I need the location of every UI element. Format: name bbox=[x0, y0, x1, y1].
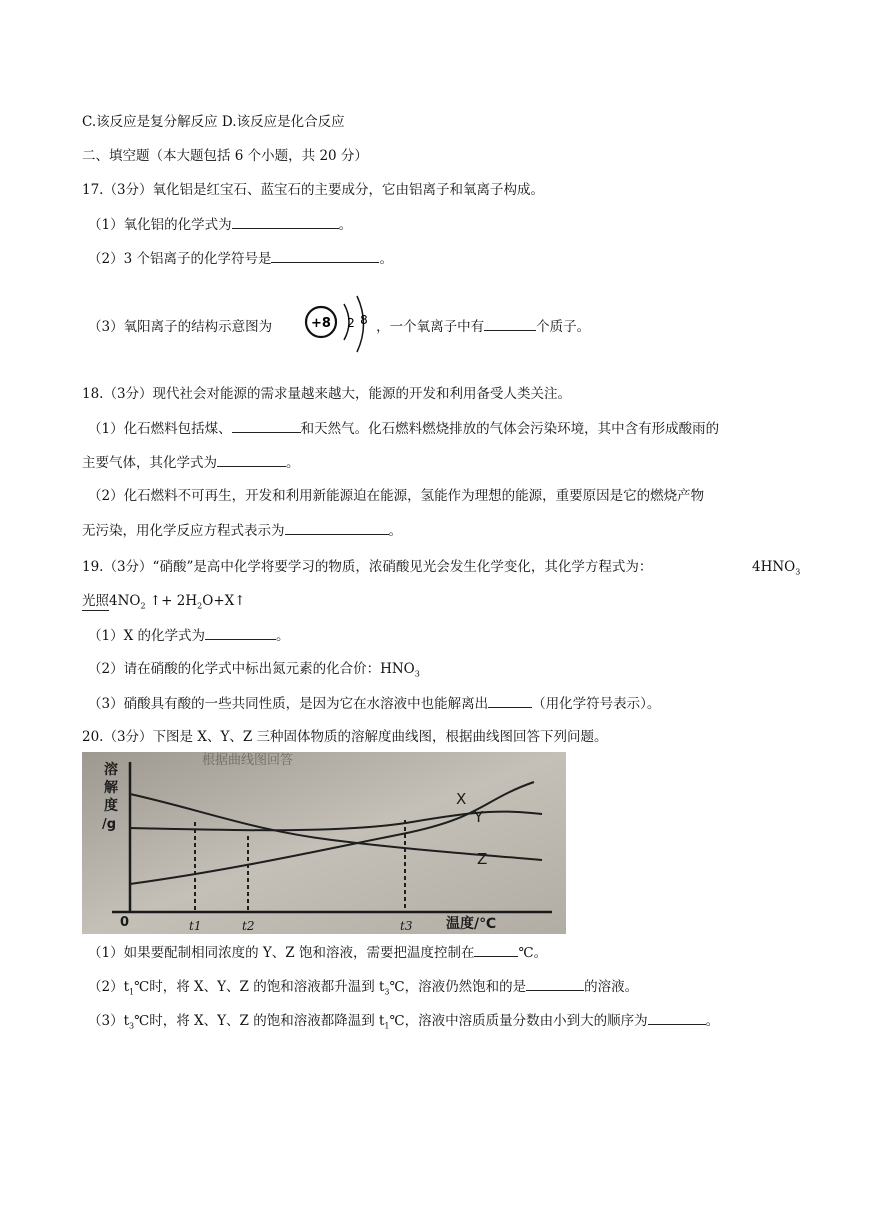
q20-stem: 20.（3分）下图是 X、Y、Z 三种固体物质的溶解度曲线图，根据曲线图回答下列问题。 bbox=[82, 729, 608, 745]
tick-t1: t1 bbox=[189, 919, 202, 933]
ion-structure-diagram bbox=[302, 294, 384, 354]
options-line: C.该反应是复分解反应 D.该反应是化合反应 bbox=[82, 114, 345, 130]
tick-t3: t3 bbox=[400, 919, 413, 933]
q18-part2-cont: 无污染，用化学反应方程式表示为 。 bbox=[82, 520, 402, 541]
q19-part3: （3）硝酸具有酸的一些共同性质，是因为它在水溶液中也能解离出 （用化学符号表示）。 bbox=[88, 693, 660, 714]
q17-part2: （2）3 个铝离子的化学符号是 。 bbox=[88, 248, 393, 269]
solubility-curve-graph bbox=[82, 752, 566, 934]
tick-t2: t2 bbox=[242, 919, 255, 933]
answer-blank[interactable] bbox=[232, 214, 339, 229]
section-heading: 二、填空题（本大题包括 6 个小题，共 20 分） bbox=[82, 148, 368, 164]
q18-part1-cont: 主要气体，其化学式为 。 bbox=[82, 452, 300, 473]
q17-part1: （1）氧化铝的化学式为 。 bbox=[88, 214, 352, 235]
q19-equation: 光照$4NO_2$ ↑+ $2H_2O+X↑$ bbox=[82, 593, 246, 611]
q19-part1: （1）X 的化学式为 。 bbox=[88, 625, 290, 646]
curve-label-x: X bbox=[456, 790, 467, 808]
x-axis-label: 温度/℃ bbox=[446, 916, 497, 932]
q18-part1: （1）化石燃料包括煤、 和天然气。化石燃料燃烧排放的气体会污染环境，其中含有形成酸雨的 bbox=[88, 418, 719, 439]
answer-blank[interactable] bbox=[271, 248, 379, 263]
curve-label-y: Y bbox=[474, 808, 484, 826]
q19-part2: （2）请在硝酸的化学式中标出氮元素的化合价：$HNO_3$ bbox=[88, 661, 420, 679]
q20-part1: （1）如果要配制相同浓度的 Y、Z 饱和溶液，需要把温度控制在 ℃。 bbox=[88, 942, 547, 963]
answer-blank[interactable] bbox=[217, 452, 286, 467]
solubility-curve-photo bbox=[82, 752, 566, 934]
curve-label-z: Z bbox=[477, 850, 488, 868]
answer-blank[interactable] bbox=[488, 693, 532, 708]
q20-part2: $(2)t_1℃$时，将 X、Y、Z 的饱和溶液都升温到 $t_3℃$，溶液仍然饱和的是 的溶液。 bbox=[88, 976, 638, 997]
shell1-electrons: 2 bbox=[347, 316, 355, 330]
q19-stem: 19.（3分）“硝酸”是高中化学将要学习的物质，浓硝酸见光会发生化学变化，其化学方程式为： bbox=[82, 559, 653, 575]
answer-blank[interactable] bbox=[285, 520, 389, 535]
y-axis-label: 度 bbox=[104, 798, 118, 814]
q17-part3: （3）氧阳离子的结构示意图为 ，一个氧离子中有 个质子。 bbox=[88, 316, 590, 337]
background-text: 根据曲线图回答 bbox=[202, 753, 294, 768]
nucleus-charge: +8 bbox=[311, 316, 331, 331]
origin-label: 0 bbox=[120, 915, 130, 930]
answer-blank[interactable] bbox=[232, 418, 301, 433]
answer-blank[interactable] bbox=[474, 942, 518, 957]
q20-part3: $(3)t_3℃$时，将 X、Y、Z 的饱和溶液都降温到 $t_1℃$，溶液中溶质质量分数由小到大的顺序为 。 bbox=[88, 1010, 719, 1031]
y-axis-label: /g bbox=[102, 817, 117, 832]
y-axis-label: 溶 bbox=[104, 762, 118, 778]
answer-blank[interactable] bbox=[648, 1010, 706, 1025]
y-axis-label: 解 bbox=[104, 780, 118, 796]
q19-reactant: $4HNO_3$ bbox=[752, 559, 801, 577]
reaction-condition: 光照 bbox=[82, 593, 109, 609]
q17-stem: 17.（3分）氧化铝是红宝石、蓝宝石的主要成分，它由铝离子和氧离子构成。 bbox=[82, 182, 545, 198]
answer-blank[interactable] bbox=[526, 976, 584, 991]
q18-part2: （2）化石燃料不可再生，开发和利用新能源迫在能源，氢能作为理想的能源，重要原因是它的燃烧产物 bbox=[88, 488, 705, 504]
shell2-electrons: 8 bbox=[360, 313, 368, 327]
q18-stem: 18.（3分）现代社会对能源的需求量越来越大，能源的开发和利用备受人类关注。 bbox=[82, 386, 572, 402]
answer-blank[interactable] bbox=[205, 625, 276, 640]
answer-blank[interactable] bbox=[484, 316, 536, 331]
